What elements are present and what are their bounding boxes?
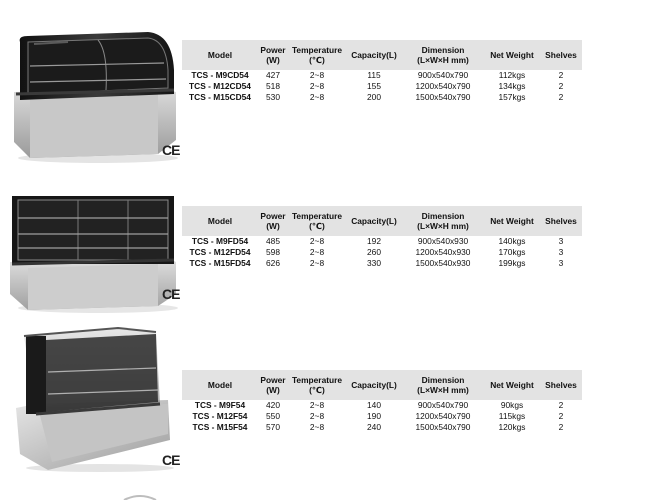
model-cell: TCS - M12FD54 [189, 247, 251, 257]
power-cell: 485 [266, 236, 280, 246]
column-header-model: Model [182, 40, 258, 70]
power-cell: 530 [266, 92, 280, 102]
capacity-cell: 155 [367, 81, 381, 91]
temperature-cell: 2~8 [309, 411, 325, 421]
dimension-cell: 900x540x790 [417, 70, 469, 80]
product-section-countertop-display [0, 322, 669, 497]
column-header-shelves: Shelves [540, 370, 582, 400]
table-row [182, 258, 582, 269]
capacity-cell: 192 [367, 236, 381, 246]
temperature-cell: 2~8 [309, 258, 325, 268]
model-cell: TCS - M15F54 [192, 422, 248, 432]
model-cell: TCS - M9F54 [194, 400, 246, 410]
temperature-cell: 2~8 [309, 81, 325, 91]
power-cell: 420 [266, 400, 280, 410]
column-header-model: Model [182, 370, 258, 400]
shelves-cell: 2 [558, 81, 564, 91]
flat-glass-cake-display-image [8, 190, 180, 315]
model-cell: TCS - M15FD54 [189, 258, 251, 268]
column-header-dimension: Dimension (L×W×H mm) [402, 40, 484, 70]
column-header-capacity: Capacity(L) [346, 370, 402, 400]
temperature-cell: 2~8 [309, 70, 325, 80]
model-cell: TCS - M15CD54 [189, 92, 251, 102]
table-row [182, 236, 582, 247]
column-header-temperature: Temperature (℃) [288, 206, 346, 236]
table-row [182, 81, 582, 92]
dimension-cell: 1500x540x930 [415, 258, 471, 268]
power-cell: 518 [266, 81, 280, 91]
table-header-row [182, 206, 582, 236]
column-header-net-weight: Net Weight [484, 206, 540, 236]
table-header-row [182, 370, 582, 400]
capacity-cell: 260 [367, 247, 381, 257]
table-row [182, 247, 582, 258]
table-row [182, 92, 582, 103]
model-cell: TCS - M9FD54 [191, 236, 249, 246]
product-section-curved-display [0, 30, 669, 170]
table-header-row [182, 40, 582, 70]
shelves-cell: 2 [558, 422, 564, 432]
ce-mark: CE [162, 286, 180, 302]
net-weight-cell: 90kgs [500, 400, 524, 410]
product-section-flat-display [0, 190, 669, 320]
column-header-model: Model [182, 206, 258, 236]
ce-mark: CE [162, 452, 180, 468]
temperature-cell: 2~8 [309, 236, 325, 246]
dimension-cell: 1500x540x790 [415, 92, 471, 102]
column-header-net-weight: Net Weight [484, 370, 540, 400]
net-weight-cell: 170kgs [498, 247, 526, 257]
column-header-shelves: Shelves [540, 206, 582, 236]
dimension-cell: 900x540x930 [417, 236, 469, 246]
dimension-cell: 1200x540x790 [415, 411, 471, 421]
shelves-cell: 2 [558, 92, 564, 102]
net-weight-cell: 140kgs [498, 236, 526, 246]
column-header-power: Power (W) [258, 40, 288, 70]
model-cell: TCS - M12F54 [192, 411, 248, 421]
shelves-cell: 2 [558, 411, 564, 421]
temperature-cell: 2~8 [309, 422, 325, 432]
column-header-capacity: Capacity(L) [346, 206, 402, 236]
table-row [182, 70, 582, 81]
net-weight-cell: 157kgs [498, 92, 526, 102]
net-weight-cell: 112kgs [498, 70, 526, 80]
column-header-power: Power (W) [258, 370, 288, 400]
column-header-dimension: Dimension (L×W×H mm) [402, 370, 484, 400]
temperature-cell: 2~8 [309, 400, 325, 410]
shelves-cell: 3 [558, 258, 564, 268]
column-header-temperature: Temperature (℃) [288, 40, 346, 70]
net-weight-cell: 115kgs [498, 411, 526, 421]
power-cell: 598 [266, 247, 280, 257]
column-header-net-weight: Net Weight [484, 40, 540, 70]
capacity-cell: 190 [367, 411, 381, 421]
dimension-cell: 1200x540x790 [415, 81, 471, 91]
shelves-cell: 2 [558, 70, 564, 80]
net-weight-cell: 120kgs [498, 422, 526, 432]
dimension-cell: 1500x540x790 [415, 422, 471, 432]
column-header-dimension: Dimension (L×W×H mm) [402, 206, 484, 236]
curved-glass-cake-display-image [8, 30, 180, 165]
capacity-cell: 330 [367, 258, 381, 268]
power-cell: 550 [266, 411, 280, 421]
net-weight-cell: 134kgs [498, 81, 526, 91]
shelves-cell: 2 [558, 400, 564, 410]
spec-table [182, 370, 582, 433]
spec-table [182, 206, 582, 269]
capacity-cell: 115 [367, 70, 381, 80]
table-row [182, 400, 582, 411]
capacity-cell: 140 [367, 400, 381, 410]
power-cell: 427 [266, 70, 280, 80]
spec-table [182, 40, 582, 103]
model-cell: TCS - M9CD54 [191, 70, 249, 80]
net-weight-cell: 199kgs [498, 258, 526, 268]
column-header-power: Power (W) [258, 206, 288, 236]
column-header-capacity: Capacity(L) [346, 40, 402, 70]
capacity-cell: 200 [367, 92, 381, 102]
column-header-temperature: Temperature (℃) [288, 370, 346, 400]
column-header-shelves: Shelves [540, 40, 582, 70]
dimension-cell: 900x540x790 [417, 400, 469, 410]
temperature-cell: 2~8 [309, 92, 325, 102]
shelves-cell: 3 [558, 236, 564, 246]
model-cell: TCS - M12CD54 [189, 81, 251, 91]
dimension-cell: 1200x540x930 [415, 247, 471, 257]
table-row [182, 411, 582, 422]
power-cell: 570 [266, 422, 280, 432]
next-product-image-fragment [120, 492, 160, 500]
temperature-cell: 2~8 [309, 247, 325, 257]
countertop-cake-display-image [8, 322, 178, 474]
power-cell: 626 [266, 258, 280, 268]
ce-mark: CE [162, 142, 180, 158]
shelves-cell: 3 [558, 247, 564, 257]
table-row [182, 422, 582, 433]
capacity-cell: 240 [367, 422, 381, 432]
